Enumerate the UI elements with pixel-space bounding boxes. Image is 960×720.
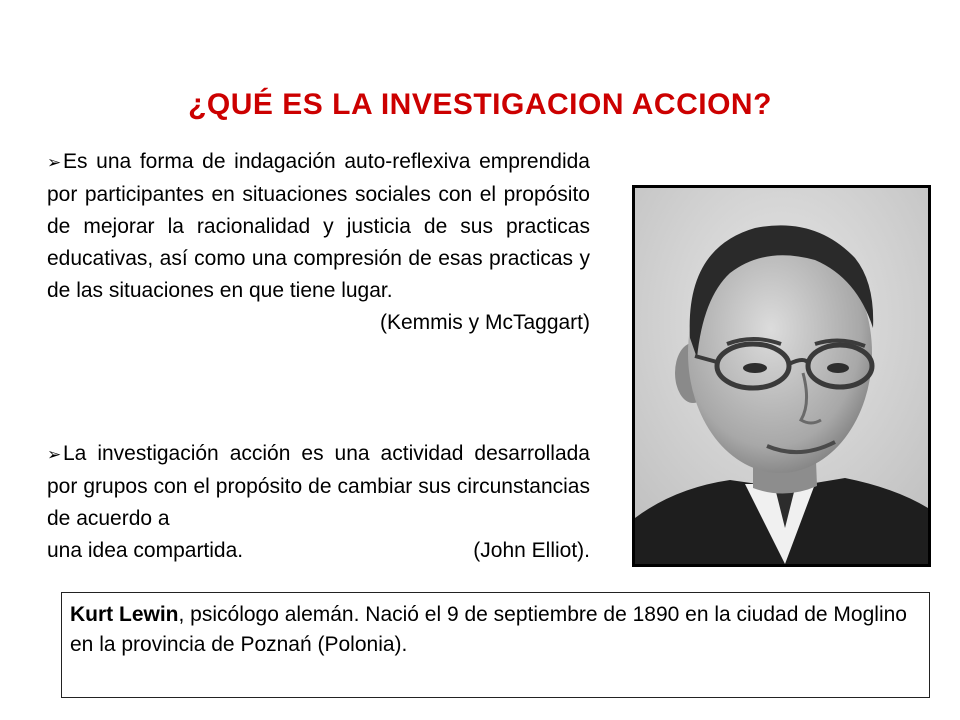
paragraph-2-text: La investigación acción es una actividad desarrollada por grupos con el propósito de cambiar sus circunstancias de acuerdo a [47,442,590,530]
paragraph-1-text: Es una forma de indagación auto-reflexiva emprendida por participantes en situaciones sociales con el propósito de mejorar la racionalidad y justicia de sus practicas educativas, así como una compresión de esas practicas y de las situaciones en que tiene lugar. [47,150,590,302]
arrowhead-bullet-icon: ➢ [47,153,62,172]
portrait-photo-icon [635,188,928,564]
portrait-photo [632,185,931,567]
caption-text: , psicólogo alemán. Nació el 9 de septiembre de 1890 en la ciudad de Moglino en la provincia de Poznań (Polonia). [70,603,907,656]
definition-paragraph-2 [47,438,590,567]
citation-elliot: (John Elliot). [473,539,590,562]
caption-name: Kurt Lewin [70,603,179,626]
paragraph-2-text-end: una idea compartida. [47,539,244,562]
caption-box [61,592,930,698]
arrowhead-bullet-icon: ➢ [47,445,62,464]
definition-paragraph-1 [47,146,590,339]
slide-title: ¿QUÉ ES LA INVESTIGACION ACCION? [188,88,772,121]
paragraph-2-last-line [47,535,590,567]
citation-kemmis: (Kemmis y McTaggart) [379,311,590,334]
